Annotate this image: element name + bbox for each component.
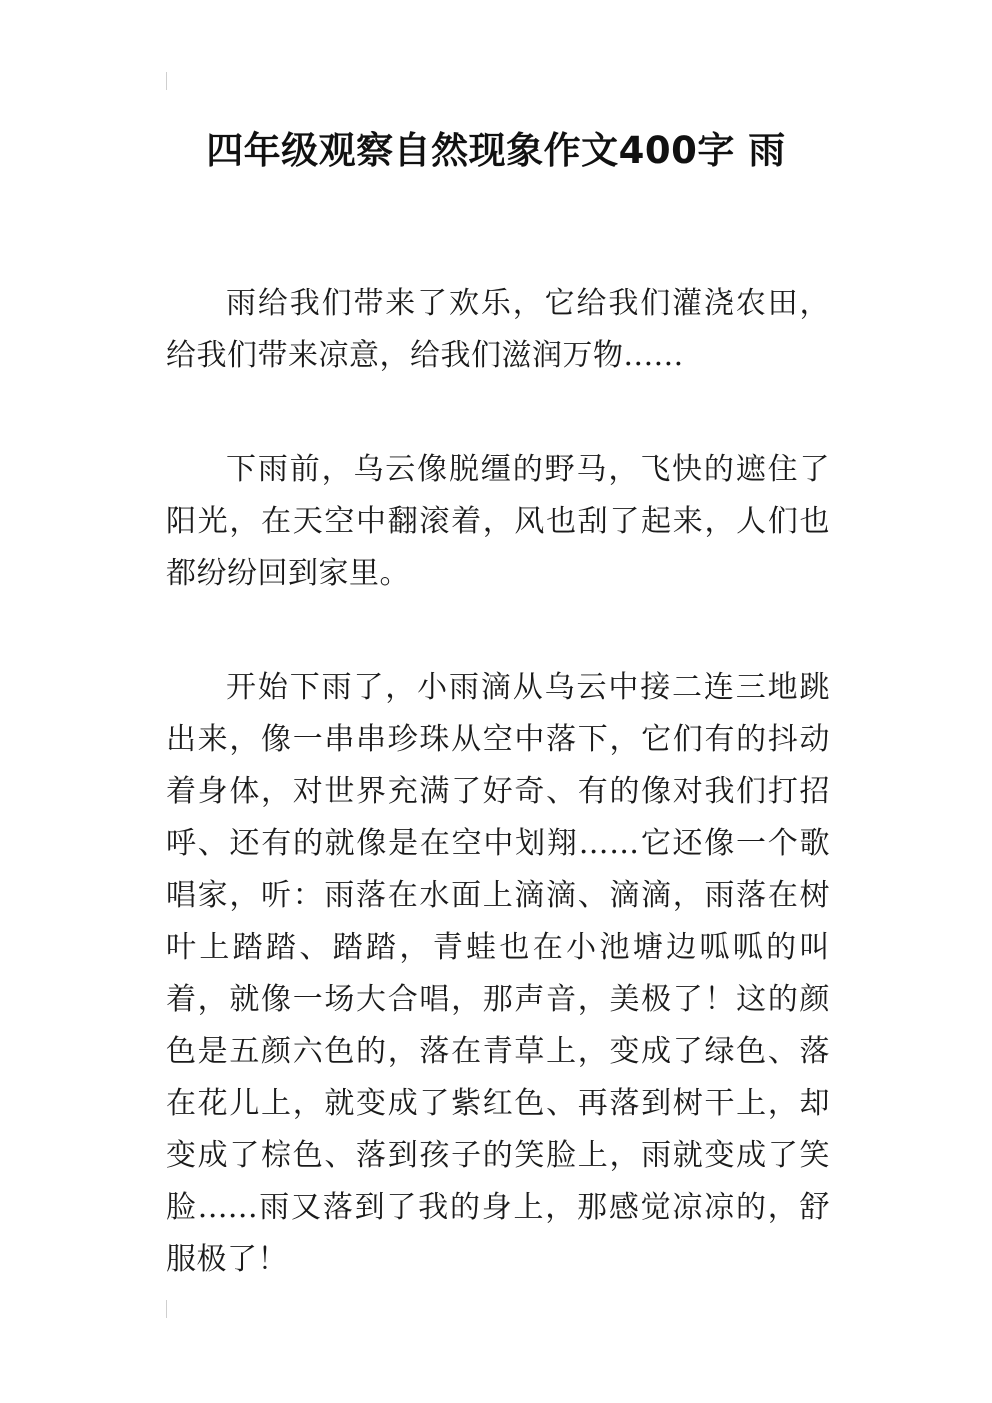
paragraph-before-rain: 下雨前，乌云像脱缰的野马，飞快的遮住了阳光，在天空中翻滚着，风也刮了起来，人们也都纷纷回到家里。 bbox=[166, 452, 830, 591]
page-corner-mark-bottom bbox=[166, 1300, 167, 1318]
document-title: 四年级观察自然现象作文400字 雨 bbox=[206, 129, 786, 172]
page-corner-mark-top bbox=[166, 72, 167, 90]
paragraph-raining: 开始下雨了，小雨滴从乌云中接二连三地跳出来，像一串串珍珠从空中落下，它们有的抖动着身体，对世界充满了好奇、有的像对我们打招呼、还有的就像是在空中划翔……它还像一个歌唱家，听：雨落在水面上滴滴、滴滴，雨落在树叶上踏踏、踏踏，青蛙也在小池塘边呱呱的叫着，就像一场大合唱，那声音，美极了！这的颜色是五颜六色的，落在青草上，变成了绿色、落在花儿上，就变成了紫红色、再落到树干上，却变成了棕色、落到孩子的笑脸上，雨就变成了笑脸......雨又落到了我的身上，那感觉凉凉的，舒服极了！ bbox=[166, 670, 830, 1277]
document-body bbox=[166, 278, 830, 1286]
paragraph-intro: 雨给我们带来了欢乐，它给我们灌浇农田，给我们带来凉意，给我们滋润万物...... bbox=[166, 286, 830, 373]
